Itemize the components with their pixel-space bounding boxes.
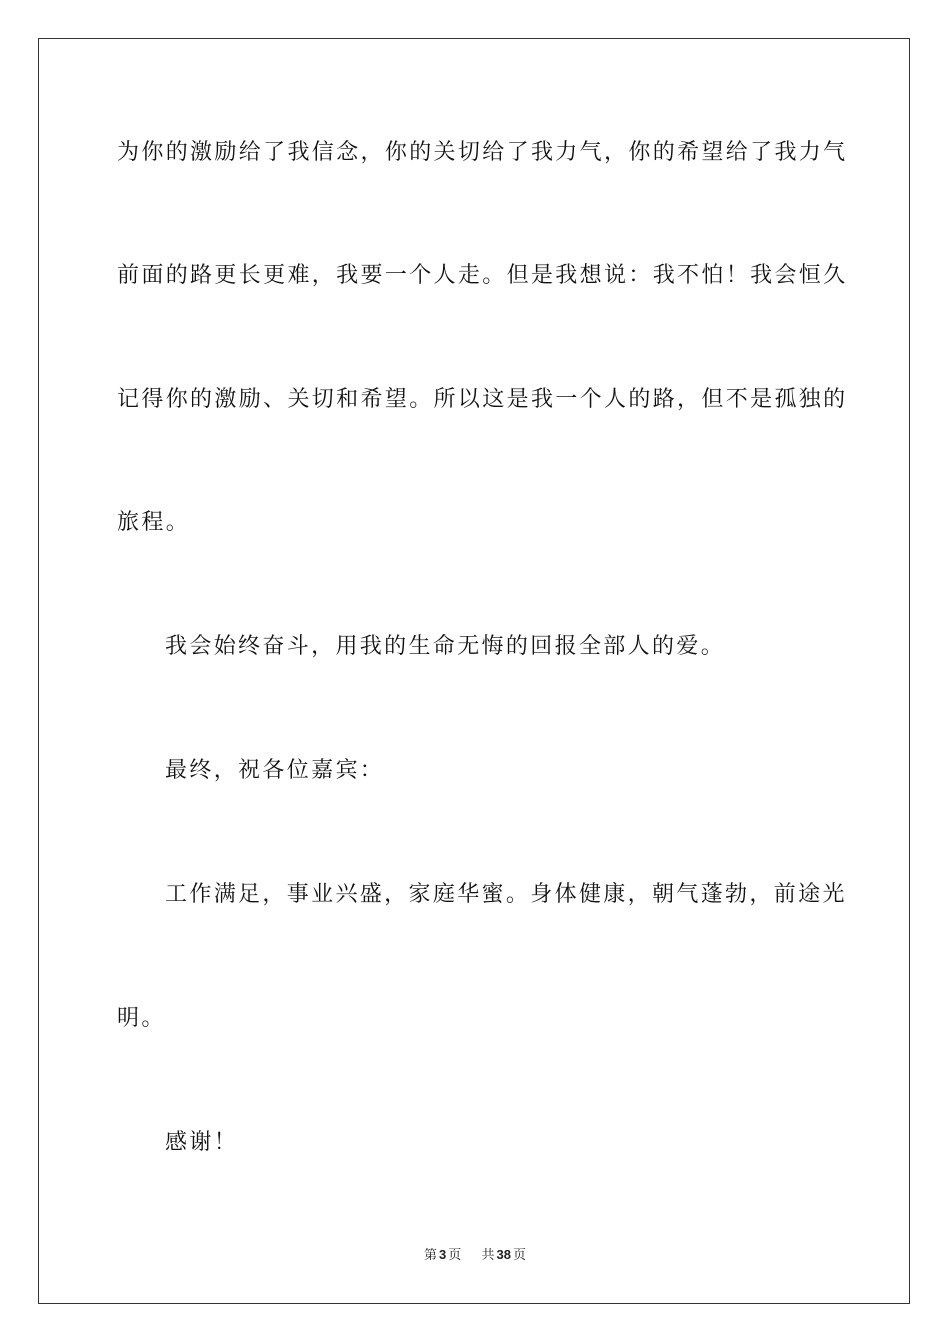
paragraph-line: 感谢！ [165, 1130, 239, 1155]
body-text-line: 前面的路更长更难，我要一个人走。但是我想说：我不怕！我会恒久 [117, 263, 848, 288]
total-pages-number: 38 [496, 1247, 511, 1262]
footer-total-suffix: 页 [513, 1248, 527, 1263]
page-footer [0, 1246, 950, 1265]
body-text-line: 为你的激励给了我信念，你的关切给了我力气，你的希望给了我力气 [117, 140, 848, 165]
footer-prefix: 第 [423, 1248, 437, 1263]
current-page-number: 3 [438, 1247, 447, 1262]
footer-page-suffix: 页 [448, 1248, 462, 1263]
body-text-line: 旅程。 [117, 510, 191, 535]
paragraph-line: 工作满足，事业兴盛，家庭华蜜。身体健康，朝气蓬勃，前途光 [165, 882, 847, 907]
paragraph-line: 我会始终奋斗，用我的生命无悔的回报全部人的爱。 [165, 634, 726, 659]
footer-total-prefix: 共 [481, 1248, 495, 1263]
paragraph-line: 最终，祝各位嘉宾： [165, 758, 385, 783]
page-border [38, 38, 910, 1304]
body-text-line: 明。 [117, 1006, 166, 1031]
body-text-line: 记得你的激励、关切和希望。所以这是我一个人的路，但不是孤独的 [117, 387, 848, 412]
